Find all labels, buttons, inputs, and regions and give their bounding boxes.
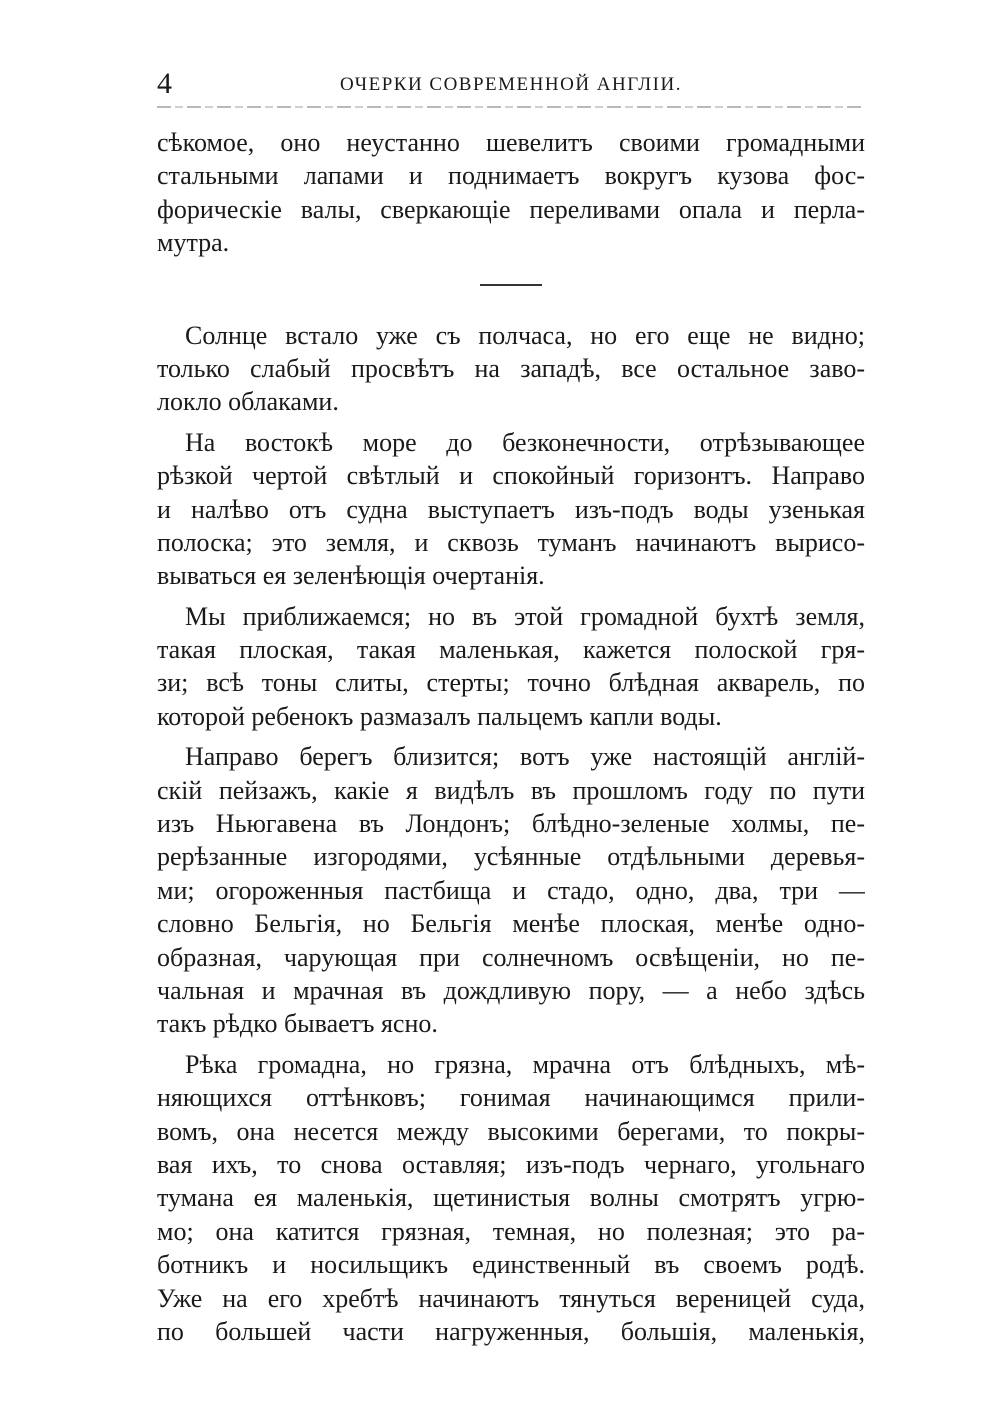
text-line: ми; огороженныя пастбища и стадо, одно, два, три — — [157, 875, 865, 905]
text-line: которой ребенокъ размазалъ пальцемъ капли воды. — [157, 701, 722, 731]
text-line: стальными лапами и поднимаетъ вокругъ кузова фос- — [157, 161, 865, 191]
text-line: такъ рѣдко бываетъ ясно. — [157, 1009, 438, 1039]
text-line: чальная и мрачная въ дождливую пору, — а небо здѣсь — [157, 975, 865, 1005]
text-line: зи; всѣ тоны слиты, стерты; точно блѣдная акварель, по — [157, 668, 865, 698]
paragraph — [157, 600, 865, 734]
text-line: только слабый просвѣтъ на западѣ, все остальное заво- — [157, 353, 865, 383]
text-line: Рѣка громадна, но грязна, мрачна отъ блѣдныхъ, мѣ- — [185, 1049, 865, 1079]
body-text — [157, 126, 865, 1348]
text-line: На востокѣ море до безконечности, отрѣзывающее — [185, 427, 865, 457]
text-line: вываться ея зеленѣющія очертанія. — [157, 561, 545, 591]
text-line: локло облаками. — [157, 387, 339, 417]
paragraph — [157, 1048, 865, 1349]
section-divider — [480, 284, 542, 286]
text-line: такая плоская, такая маленькая, кажется полоской гря- — [157, 635, 865, 665]
text-line: тумана ея маленькія, щетинистыя волны смотрятъ угрю- — [157, 1183, 865, 1213]
book-page — [157, 62, 865, 1348]
text-line: няющихся оттѣнковъ; гонимая начинающимся прили- — [157, 1083, 865, 1113]
text-line: и налѣво отъ судна выступаетъ изъ-подъ воды узенькая — [157, 494, 865, 524]
text-line: рѣзкой чертой свѣтлый и спокойный горизонтъ. Направо — [157, 461, 865, 491]
text-line: форическіе валы, сверкающіе переливами опала и перла- — [157, 194, 865, 224]
running-title: ОЧЕРКИ СОВРЕМЕННОЙ АНГЛІИ. — [340, 74, 682, 95]
text-line: сѣкомое, оно неустанно шевелитъ своими громадными — [157, 128, 865, 157]
text-line: полоска; это земля, и сквозь туманъ начинаютъ вырисо- — [157, 527, 865, 557]
paragraph — [157, 126, 865, 260]
text-line: образная, чарующая при солнечномъ освѣщеніи, но пе- — [157, 942, 865, 972]
text-line: Мы приближаемся; но въ этой громадной бухтѣ земля, — [185, 601, 865, 631]
text-line: Направо берегъ близится; вотъ уже настоящій англій- — [185, 742, 865, 772]
page-number: 4 — [157, 67, 172, 100]
text-line: Уже на его хребтѣ начинаютъ тянуться вереницей суда, — [157, 1283, 865, 1313]
text-line: по большей части нагруженныя, большія, маленькія, — [157, 1316, 865, 1346]
running-head — [157, 62, 865, 102]
text-line: вомъ, она несется между высокими берегами, то покры- — [157, 1116, 865, 1146]
text-line: изъ Ньюгавена въ Лондонъ; блѣдно-зеленые холмы, пе- — [157, 809, 865, 839]
text-line: мо; она катится грязная, темная, но полезная; это ра- — [157, 1216, 865, 1246]
paragraph — [157, 319, 865, 419]
text-line: вая ихъ, то снова оставляя; изъ-подъ чернаго, угольнаго — [157, 1149, 865, 1179]
text-line: Солнце встало уже съ полчаса, но его еще не видно; — [185, 320, 865, 350]
text-line: ботникъ и носильщикъ единственный въ своемъ родѣ. — [157, 1250, 865, 1280]
paragraph — [157, 740, 865, 1041]
text-line: рерѣзанные изгородями, усѣянные отдѣльными деревья- — [157, 842, 865, 872]
text-line: мутра. — [157, 228, 230, 258]
text-line: словно Бельгія, но Бельгія менѣе плоская, менѣе одно- — [157, 909, 865, 939]
header-rule — [157, 106, 865, 108]
text-line: скій пейзажъ, какіе я видѣлъ въ прошломъ году по пути — [157, 775, 865, 805]
paragraph — [157, 426, 865, 593]
